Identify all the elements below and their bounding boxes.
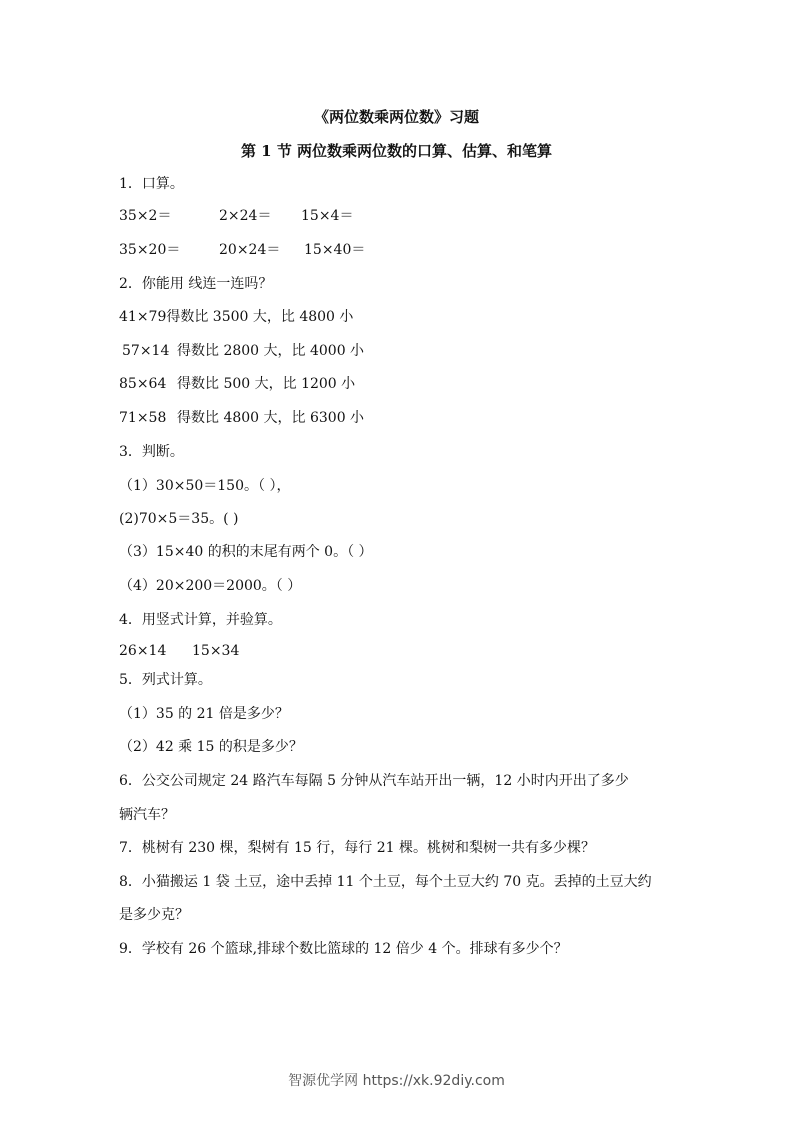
q2-expression: 57×14 <box>122 343 170 359</box>
section-title: 第 1 节 两位数乘两位数的口算、估算、和笔算 <box>240 142 553 160</box>
q3-item: （4）20×200＝2000。（ ） <box>119 578 302 594</box>
q1-row-2 <box>119 241 365 259</box>
q3-item: （1）30×50＝150。（ ）， <box>119 478 291 494</box>
q2-item <box>119 409 364 427</box>
q5-item: （1）35 的 21 倍是多少？ <box>119 706 289 722</box>
q3-heading: 3．判断。 <box>119 444 184 460</box>
q2-expression: 85×64 <box>119 376 167 392</box>
q2-range: 得数比 4800 大，比 6300 小 <box>177 410 365 426</box>
q1-calc: 20×24＝ <box>219 242 281 258</box>
q2-item <box>119 308 353 326</box>
q8-line: 是多少克？ <box>119 907 189 923</box>
q2-range: 得数比 3500 大，比 4800 小 <box>166 309 354 325</box>
q2-range: 得数比 500 大，比 1200 小 <box>177 376 356 392</box>
q4-item: 26×14 <box>119 643 167 659</box>
q8-line: 8．小猫搬运 1 袋 土豆，途中丢掉 11 个土豆，每个土豆大约 70 克。丢掉的土豆大约 <box>119 874 652 890</box>
q4-item: 15×34 <box>192 643 240 659</box>
q7-line: 7．桃树有 230 棵，梨树有 15 行，每行 21 棵。桃树和梨树一共有多少棵？ <box>119 840 595 856</box>
q1-calc: 35×20＝ <box>119 242 181 258</box>
q4-heading: 4．用竖式计算，并验算。 <box>119 612 282 628</box>
q3-item: (2)70×5＝35。( ) <box>119 511 239 527</box>
q2-expression: 71×58 <box>119 410 167 426</box>
q6-line: 辆汽车？ <box>119 807 175 823</box>
q2-range: 得数比 2800 大，比 4000 小 <box>177 343 365 359</box>
q6-line: 6．公交公司规定 24 路汽车每隔 5 分钟从汽车站开出一辆，12 小时内开出了多少 <box>119 773 629 789</box>
q3-item: （3）15×40 的积的末尾有两个 0。（ ） <box>119 544 373 560</box>
q1-heading: 1．口算。 <box>119 176 184 192</box>
q2-item <box>122 342 364 360</box>
q2-item <box>119 375 355 393</box>
q2-expression: 41×79 <box>119 309 167 325</box>
q9-line: 9．学校有 26 个篮球,排球个数比篮球的 12 倍少 4 个。排球有多少个？ <box>119 941 568 957</box>
document-title: 《两位数乘两位数》习题 <box>313 108 479 126</box>
q1-calc: 15×4＝ <box>301 208 354 224</box>
q2-heading: 2．你能用 线连一连吗？ <box>119 276 273 292</box>
q1-calc: 2×24＝ <box>219 208 272 224</box>
q5-heading: 5．列式计算。 <box>119 672 212 688</box>
footer-watermark: 智源优学网 https://xk.92diy.com <box>288 1073 505 1089</box>
q1-calc: 15×40＝ <box>304 242 366 258</box>
q1-row-1 <box>119 207 353 225</box>
q5-item: （2）42 乘 15 的积是多少？ <box>119 739 303 755</box>
q1-calc: 35×2＝ <box>119 208 172 224</box>
q4-row <box>119 642 239 660</box>
